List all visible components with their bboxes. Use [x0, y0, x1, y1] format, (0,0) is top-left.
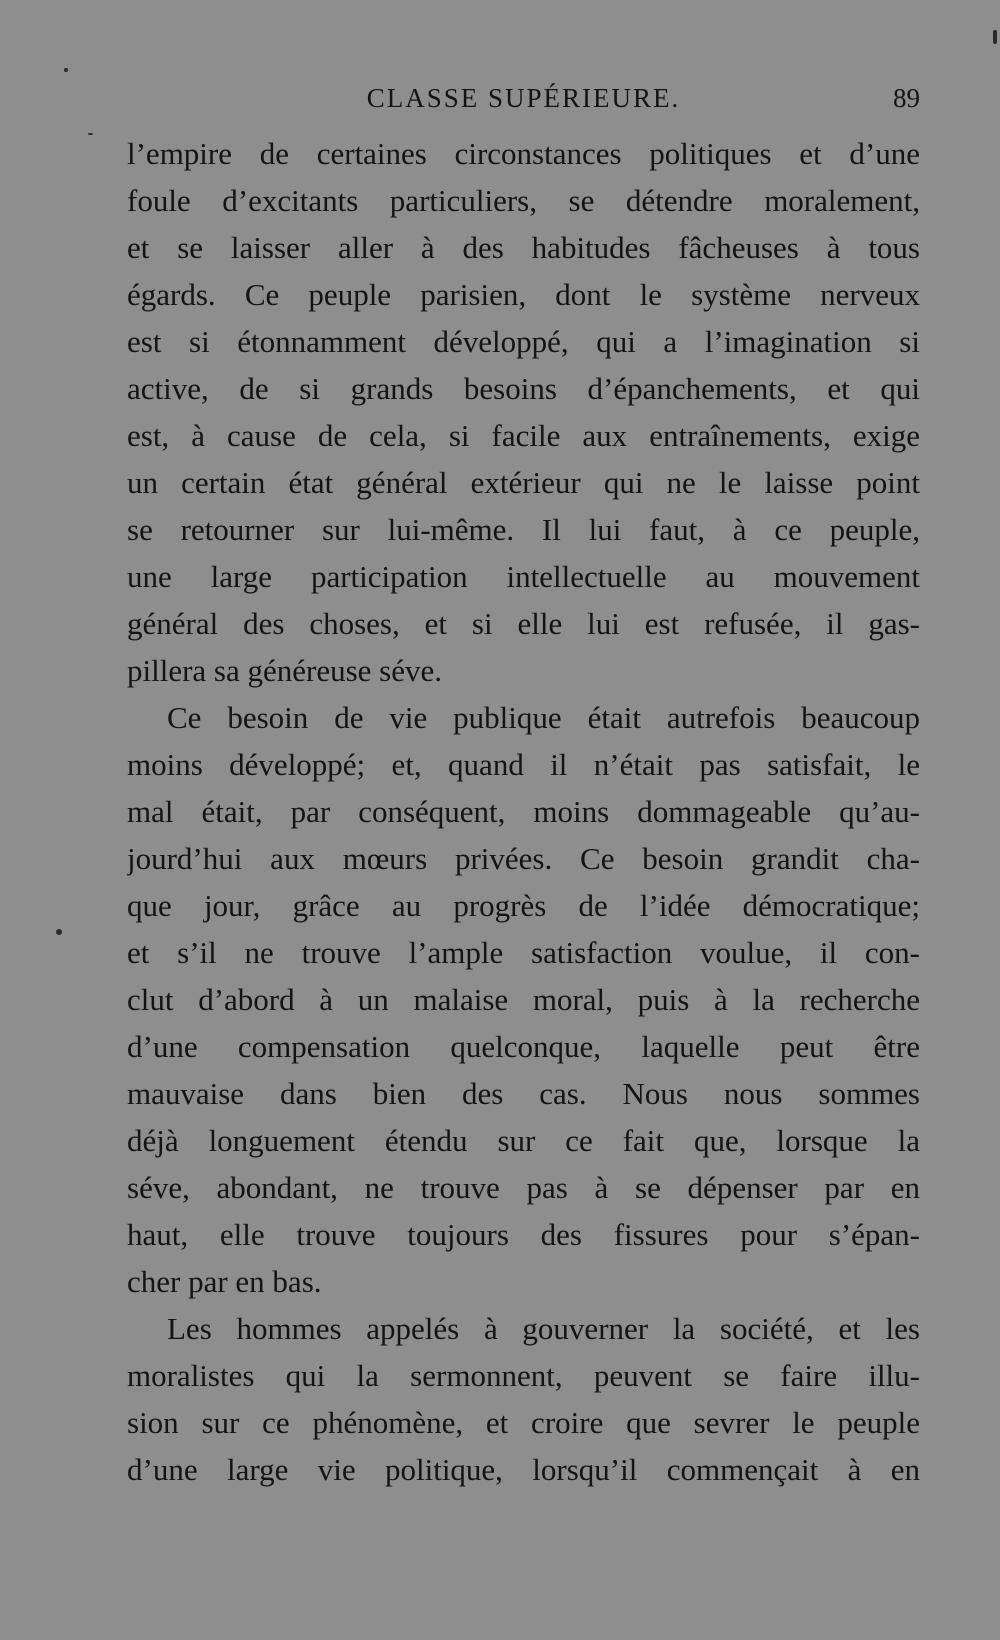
scan-speck — [56, 929, 62, 935]
text-line: mal était, par conséquent, moins dommageable qu’au- — [127, 794, 920, 829]
text-line: d’une large vie politique, lorsqu’il commençait à en — [127, 1452, 920, 1487]
text-line: un certain état général extérieur qui ne le laisse point — [127, 465, 920, 500]
text-line: jourd’hui aux mœurs privées. Ce besoin grandit cha- — [127, 841, 920, 876]
body-text — [127, 130, 920, 1493]
text-line: Ce besoin de vie publique était autrefois beaucoup — [167, 700, 920, 735]
text-line: est, à cause de cela, si facile aux entraînements, exige — [127, 418, 920, 453]
text-line: sion sur ce phénomène, et croire que sevrer le peuple — [127, 1405, 920, 1440]
text-line: mauvaise dans bien des cas. Nous nous sommes — [127, 1076, 920, 1111]
text-line: général des choses, et si elle lui est refusée, il gas- — [127, 606, 920, 641]
text-line: déjà longuement étendu sur ce fait que, lorsque la — [127, 1123, 920, 1158]
running-head: CLASSE SUPÉRIEURE. — [366, 83, 681, 113]
text-line: d’une compensation quelconque, laquelle peut être — [127, 1029, 920, 1064]
text-line: haut, elle trouve toujours des fissures pour s’épan- — [127, 1217, 920, 1252]
text-line: active, de si grands besoins d’épanchements, et qui — [127, 371, 920, 406]
page-number: 89 — [893, 83, 920, 113]
text-line: se retourner sur lui-même. Il lui faut, à ce peuple, — [127, 512, 920, 547]
page-header — [127, 78, 920, 122]
text-line: égards. Ce peuple parisien, dont le système nerveux — [127, 277, 920, 312]
text-line: que jour, grâce au progrès de l’idée démocratique; — [127, 888, 920, 923]
text-line: moralistes qui la sermonnent, peuvent se faire illu- — [127, 1358, 920, 1393]
text-line: est si étonnamment développé, qui a l’imagination si — [127, 324, 920, 359]
text-line: foule d’excitants particuliers, se détendre moralement, — [127, 183, 920, 218]
text-line: cher par en bas. — [127, 1264, 322, 1299]
text-line: clut d’abord à un malaise moral, puis à la recherche — [127, 982, 920, 1017]
text-line: une large participation intellectuelle au mouvement — [127, 559, 920, 594]
text-line: l’empire de certaines circonstances politiques et d’une — [127, 136, 920, 171]
text-line: pillera sa généreuse séve. — [127, 653, 443, 688]
text-line: et se laisser aller à des habitudes fâcheuses à tous — [127, 230, 920, 265]
scan-speck — [64, 68, 68, 72]
text-line: Les hommes appelés à gouverner la société, et les — [167, 1311, 920, 1346]
scan-speck — [993, 30, 997, 44]
scan-speck — [88, 133, 93, 135]
text-line: séve, abondant, ne trouve pas à se dépenser par en — [127, 1170, 920, 1205]
text-line: et s’il ne trouve l’ample satisfaction voulue, il con- — [127, 935, 920, 970]
text-line: moins développé; et, quand il n’était pas satisfait, le — [127, 747, 920, 782]
